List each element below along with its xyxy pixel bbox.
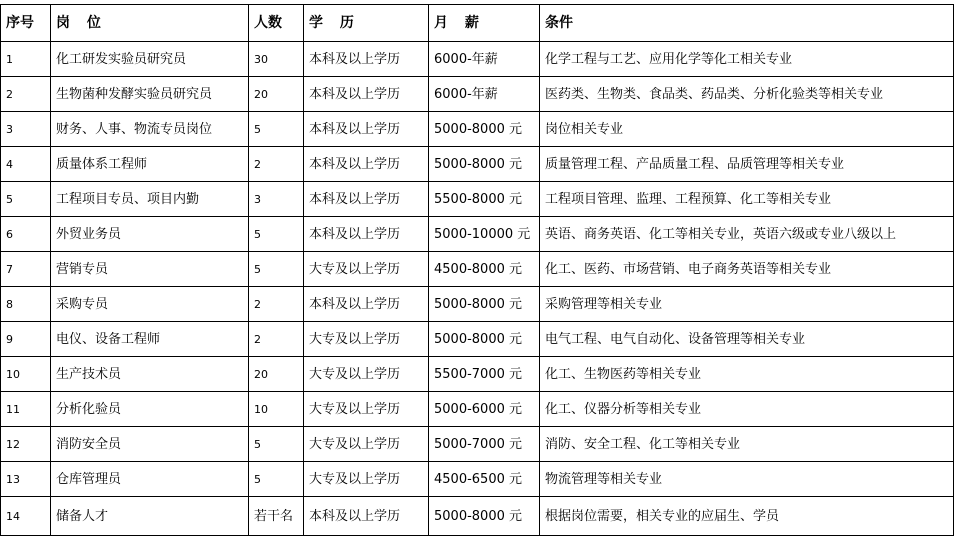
cell-requirements: 化工、生物医药等相关专业: [540, 357, 954, 392]
cell-salary: 6000-年薪: [429, 42, 540, 77]
cell-education: 本科及以上学历: [304, 217, 429, 252]
cell-education: 本科及以上学历: [304, 42, 429, 77]
table-row: [1, 147, 954, 182]
cell-salary: 5500-7000 元: [429, 357, 540, 392]
cell-salary: 5000-8000 元: [429, 322, 540, 357]
cell-salary: 5000-7000 元: [429, 427, 540, 462]
cell-count: 10: [249, 392, 304, 427]
header-count: 人数: [249, 5, 304, 42]
cell-salary: 4500-6500 元: [429, 462, 540, 497]
table-row: [1, 392, 954, 427]
table-row: [1, 462, 954, 497]
header-salary: 月 薪: [429, 5, 540, 42]
cell-position: 外贸业务员: [51, 217, 249, 252]
cell-count: 2: [249, 287, 304, 322]
cell-education: 本科及以上学历: [304, 147, 429, 182]
cell-position: 储备人才: [51, 497, 249, 536]
cell-salary: 5500-8000 元: [429, 182, 540, 217]
table-row: [1, 77, 954, 112]
cell-education: 本科及以上学历: [304, 287, 429, 322]
cell-salary: 5000-8000 元: [429, 497, 540, 536]
cell-salary: 5000-6000 元: [429, 392, 540, 427]
cell-requirements: 医药类、生物类、食品类、药品类、分析化验类等相关专业: [540, 77, 954, 112]
cell-position: 仓库管理员: [51, 462, 249, 497]
header-no: 序号: [1, 5, 51, 42]
cell-count: 3: [249, 182, 304, 217]
cell-requirements: 化学工程与工艺、应用化学等化工相关专业: [540, 42, 954, 77]
cell-count: 5: [249, 427, 304, 462]
table-row: [1, 217, 954, 252]
cell-education: 本科及以上学历: [304, 182, 429, 217]
cell-count: 20: [249, 77, 304, 112]
cell-education: 大专及以上学历: [304, 392, 429, 427]
cell-salary: 4500-8000 元: [429, 252, 540, 287]
cell-no: 5: [1, 182, 51, 217]
cell-no: 4: [1, 147, 51, 182]
table-row: [1, 112, 954, 147]
cell-count: 5: [249, 217, 304, 252]
cell-education: 大专及以上学历: [304, 462, 429, 497]
table-row: [1, 252, 954, 287]
table-row: [1, 427, 954, 462]
cell-education: 本科及以上学历: [304, 112, 429, 147]
cell-no: 11: [1, 392, 51, 427]
cell-education: 大专及以上学历: [304, 252, 429, 287]
header-requirements: 条件: [540, 5, 954, 42]
table-row: [1, 497, 954, 536]
cell-education: 本科及以上学历: [304, 77, 429, 112]
cell-count: 20: [249, 357, 304, 392]
cell-salary: 6000-年薪: [429, 77, 540, 112]
cell-requirements: 电气工程、电气自动化、设备管理等相关专业: [540, 322, 954, 357]
cell-no: 1: [1, 42, 51, 77]
cell-education: 大专及以上学历: [304, 322, 429, 357]
cell-position: 分析化验员: [51, 392, 249, 427]
cell-requirements: 质量管理工程、产品质量工程、品质管理等相关专业: [540, 147, 954, 182]
cell-count: 2: [249, 322, 304, 357]
cell-education: 本科及以上学历: [304, 497, 429, 536]
cell-no: 2: [1, 77, 51, 112]
table-row: [1, 42, 954, 77]
cell-no: 9: [1, 322, 51, 357]
cell-requirements: 工程项目管理、监理、工程预算、化工等相关专业: [540, 182, 954, 217]
cell-no: 8: [1, 287, 51, 322]
cell-requirements: 化工、医药、市场营销、电子商务英语等相关专业: [540, 252, 954, 287]
cell-position: 消防安全员: [51, 427, 249, 462]
recruitment-table: [0, 4, 954, 536]
table-header-row: [1, 5, 954, 42]
cell-count: 5: [249, 252, 304, 287]
cell-requirements: 岗位相关专业: [540, 112, 954, 147]
cell-education: 大专及以上学历: [304, 427, 429, 462]
cell-count: 5: [249, 112, 304, 147]
cell-requirements: 消防、安全工程、化工等相关专业: [540, 427, 954, 462]
header-education: 学 历: [304, 5, 429, 42]
table-row: [1, 287, 954, 322]
cell-position: 电仪、设备工程师: [51, 322, 249, 357]
cell-position: 质量体系工程师: [51, 147, 249, 182]
cell-no: 13: [1, 462, 51, 497]
cell-salary: 5000-8000 元: [429, 287, 540, 322]
cell-education: 大专及以上学历: [304, 357, 429, 392]
table-row: [1, 182, 954, 217]
table-row: [1, 357, 954, 392]
cell-count: 30: [249, 42, 304, 77]
cell-position: 工程项目专员、项目内勤: [51, 182, 249, 217]
cell-no: 3: [1, 112, 51, 147]
cell-position: 财务、人事、物流专员岗位: [51, 112, 249, 147]
cell-no: 14: [1, 497, 51, 536]
cell-position: 采购专员: [51, 287, 249, 322]
cell-salary: 5000-8000 元: [429, 147, 540, 182]
cell-count: 2: [249, 147, 304, 182]
cell-salary: 5000-10000 元: [429, 217, 540, 252]
cell-salary: 5000-8000 元: [429, 112, 540, 147]
cell-position: 生物菌种发酵实验员研究员: [51, 77, 249, 112]
header-position: 岗 位: [51, 5, 249, 42]
cell-no: 12: [1, 427, 51, 462]
cell-count: 若干名: [249, 497, 304, 536]
cell-position: 生产技术员: [51, 357, 249, 392]
cell-no: 7: [1, 252, 51, 287]
cell-requirements: 化工、仪器分析等相关专业: [540, 392, 954, 427]
cell-requirements: 采购管理等相关专业: [540, 287, 954, 322]
cell-no: 10: [1, 357, 51, 392]
table-row: [1, 322, 954, 357]
cell-position: 化工研发实验员研究员: [51, 42, 249, 77]
cell-requirements: 英语、商务英语、化工等相关专业，英语六级或专业八级以上: [540, 217, 954, 252]
cell-requirements: 根据岗位需要，相关专业的应届生、学员: [540, 497, 954, 536]
cell-count: 5: [249, 462, 304, 497]
cell-position: 营销专员: [51, 252, 249, 287]
cell-no: 6: [1, 217, 51, 252]
cell-requirements: 物流管理等相关专业: [540, 462, 954, 497]
